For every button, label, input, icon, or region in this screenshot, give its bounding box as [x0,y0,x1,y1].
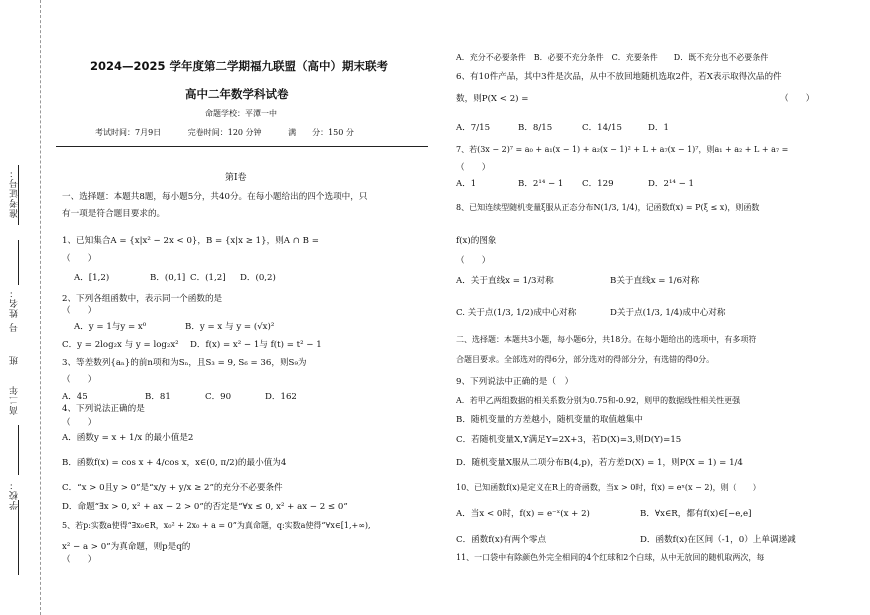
question-4-option-d: D．命题“∃x > 0, x² + ax − 2 > 0”的否定是“∀x ≤ 0, x² + ax − 2 ≤ 0” [62,502,348,512]
question-2: 2、下列各组函数中，表示同一个函数的是 [62,294,223,304]
question-10-option-c: C．函数f(x)有两个零点 [456,535,547,545]
exam-score: 满 分：150 分 [288,128,354,137]
question-3-option-b: B．81 [145,392,171,402]
question-7-option-b: B．2¹⁴ − 1 [518,179,564,189]
question-5-line-1: 5、若p:实数a使得“∃x₀∈R，x₀² + 2x₀ + a = 0”为真命题，q:实数a使得“∀x∈[1,+∞), [62,521,371,530]
question-4-option-b: B．函数f(x) = cos x + 4/cos x，x∈(0, π/2)的最小值为4 [62,458,287,468]
exam-date: 考试时间：7月9日 [95,128,162,137]
question-9-option-c: C．若随机变量X,Y满足Y=2X+3，若D(X)=3,则D(Y)=15 [456,435,682,445]
question-7-option-a: A．1 [456,179,477,189]
question-5-paren: （ ） [62,555,97,565]
question-10: 10、已知函数f(x)是定义在R上的奇函数，当x > 0时，f(x) = eˣ(x − 2)，则（ ） [456,483,761,492]
question-6-paren: （ ） [780,94,815,104]
section2-instructions-2: 合题目要求。全部选对的得6分，部分选对的得部分分，有选错的得0分。 [456,355,715,364]
question-4-option-c: C．“x > 0且y > 0”是“x/y + y/x ≥ 2”的充分不必要条件 [62,483,283,493]
question-6-line-2: 数，则P(X < 2) = [456,94,529,104]
exam-meta [95,127,378,138]
question-9-option-d: D．随机变量X服从二项分布B(4,p)，若方差D(X) = 1，则P(X = 1) = 1/4 [456,458,743,468]
question-11: 11、一口袋中有除颜色外完全相同的4个红球和2个白球，从中无放回的随机取两次，每 [456,553,765,562]
exam-number-label: 准考证号： [10,168,20,218]
question-8-line-2: f(x)的图象 [456,236,497,246]
question-4: 4、下列说法正确的是 [62,404,145,414]
question-8-option-d: D关于点(1/3, 1/4)成中心对称 [610,308,726,318]
question-1-option-b: B．(0,1] [150,273,186,283]
question-10-option-a: A．当x < 0时，f(x) = e⁻ˣ(x + 2) [456,509,590,519]
question-2-option-d: D．f(x) = x² − 1与 f(t) = t² − 1 [190,340,322,350]
question-setter-school: 命题学校：平潭一中 [205,109,277,118]
question-5-options: A．充分不必要条件 B．必要不充分条件 C．充要条件 D．既不充分也不必要条件 [456,53,769,62]
question-2-paren: （ ） [62,306,97,316]
question-6-option-b: B．8/15 [518,123,553,133]
question-8-option-a: A．关于直线x = 1/3对称 [456,276,554,286]
question-6-line-1: 6、有10件产品，其中3件是次品，从中不放回地随机选取2件，若X表示取得次品的件 [456,72,782,82]
exam-number-line [18,165,19,225]
volume-heading: 第Ⅰ卷 [225,173,247,183]
question-3-paren: （ ） [62,375,97,385]
question-6-option-d: D．1 [648,123,669,133]
question-9-option-b: B．随机变量的方差越小，随机变量的取值越集中 [456,415,643,425]
binding-margin [0,0,28,615]
question-3-option-d: D．162 [265,392,297,402]
question-1: 1、已知集合A = {x|x² − 2x < 0}，B = {x|x ≥ 1}，则A ∩ B = [62,236,319,246]
hao-label: 号 [10,322,20,332]
ban-label: 班 [10,355,20,365]
name-label: 姓名： [10,288,20,318]
section1-instructions-2: 有一项是符合题目要求的。 [62,209,166,219]
question-2-option-b: B．y = x 与 y = (√x)² [185,322,275,332]
question-5-line-2: x² − a > 0”为真命题，则p是q的 [62,542,191,552]
question-3: 3、等差数列{aₙ}的前n项和为Sₙ，且S₃ = 9, S₆ = 36，则S₉为 [62,358,307,368]
question-8-line-1: 8、已知连续型随机变量ξ服从正态分布N(1/3, 1/4)，记函数f(x) = P(ξ ≤ x)，则函数 [456,203,760,212]
school-label: 学校： [10,480,20,510]
seal-dashed-line [40,0,41,615]
question-7-option-d: D．2¹⁴ − 1 [648,179,694,189]
question-2-option-c: C．y = 2log₂x 与 y = log₂x² [62,340,179,350]
question-2-option-a: A．y = 1与y = x⁰ [74,322,147,332]
question-3-option-c: C．90 [205,392,232,402]
question-3-option-a: A．45 [62,392,88,402]
question-9: 9、下列说法中正确的是（ ） [456,377,574,387]
question-7-paren: （ ） [456,163,491,173]
question-10-option-b: B．∀x∈R，都有f(x)∈[−e,e] [640,509,752,519]
section1-instructions-1: 一、选择题：本题共8题，每小题5分，共40分。在每小题给出的四个选项中，只 [62,192,368,202]
question-1-paren: （ ） [62,254,97,264]
question-6-option-a: A．7/15 [456,123,491,133]
question-10-option-d: D．函数f(x)在区间（-1，0）上单调递减 [640,535,796,545]
class-label: 高二年 [10,385,20,415]
question-8-option-c: C. 关于点(1/3, 1/2)成中心对称 [456,308,577,318]
question-6-option-c: C．14/15 [582,123,622,133]
question-7-option-c: C．129 [582,179,614,189]
question-1-option-a: A．[1,2) [74,273,110,283]
question-4-option-a: A．函数y = x + 1/x 的最小值是2 [62,433,194,443]
exam-duration: 完卷时间：120 分钟 [187,128,262,137]
section2-instructions-1: 二、选择题：本题共3小题，每小题6分，共18分。在每小题给出的选项中，有多项符 [456,335,757,344]
question-9-option-a: A．若甲乙两组数据的相关系数分别为0.75和-0.92，则甲的数据线性相关性更强 [456,396,741,405]
class-line [18,425,19,475]
question-1-option-d: D．(0,2) [240,273,276,283]
exam-subtitle: 高中二年数学科试卷 [185,87,289,101]
question-7: 7、若(3x − 2)⁷ = a₀ + a₁(x − 1) + a₂(x − 1)² + L + a₇(x − 1)⁷，则a₁ + a₂ + L + a₇ = [456,145,789,154]
exam-title: 2024—2025 学年度第二学期福九联盟（高中）期末联考 [90,59,389,73]
name-line [18,240,19,285]
question-8-option-b: B关于直线x = 1/6对称 [610,276,700,286]
school-line [18,500,19,575]
question-4-paren: （ ） [62,418,97,428]
question-8-paren: （ ） [456,256,491,266]
question-1-option-c: C．(1,2] [190,273,226,283]
header-rule [56,146,428,147]
